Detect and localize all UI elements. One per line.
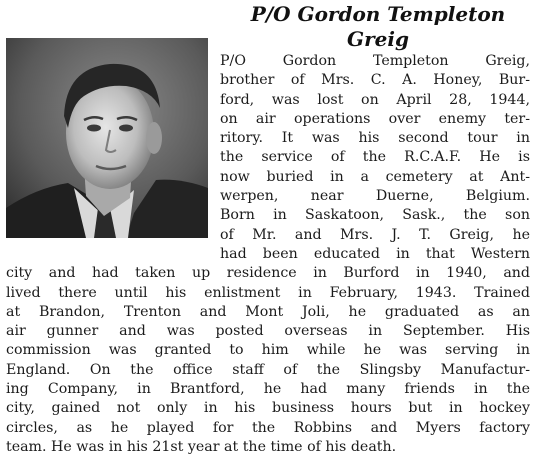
body-line: now buried in a cemetery at Ant- [220,168,530,185]
body-line: ford, was lost on April 28, 1944, [220,91,530,108]
body-line: circles, as he played for the Robbins and Myers factory [6,419,530,436]
body-line: had been educated in that Western [220,245,530,262]
body-line: werpen, near Duerne, Belgium. [220,188,530,205]
body-line: city, gained not only in his business hours but in hockey [6,400,530,417]
body-line: commission was granted to him while he was serving in [6,342,530,359]
body-line: ritory. It was his second tour in [220,130,530,147]
body-line: P/O Gordon Templeton Greig, [220,53,530,69]
headline [218,2,538,52]
headline-line-2: Greig [347,27,409,51]
body-line: of Mr. and Mrs. J. T. Greig, he [220,226,530,243]
body-line: team. He was in his 21st year at the time of his death. [6,438,397,455]
body-line: on air operations over enemy ter- [220,110,530,127]
body-line: air gunner and was posted overseas in September. His [6,323,530,340]
body-line: ing Company, in Brantford, he had many friends in the [6,381,530,398]
body-line: England. On the office staff of the Slingsby Manufactur- [6,361,530,378]
body-line: brother of Mrs. C. A. Honey, Bur- [220,72,530,89]
body-line: lived there until his enlistment in February, 1943. Trained [6,284,530,301]
body-line: city and had taken up residence in Burford in 1940, and [6,265,530,282]
body-line: the service of the R.C.A.F. He is [220,149,530,166]
body-line: Born in Saskatoon, Sask., the son [220,207,530,224]
body-line: at Brandon, Trenton and Mont Joli, he graduated as an [6,303,530,320]
headline-line-1: P/O Gordon Templeton [250,2,506,26]
article-body [6,52,530,457]
